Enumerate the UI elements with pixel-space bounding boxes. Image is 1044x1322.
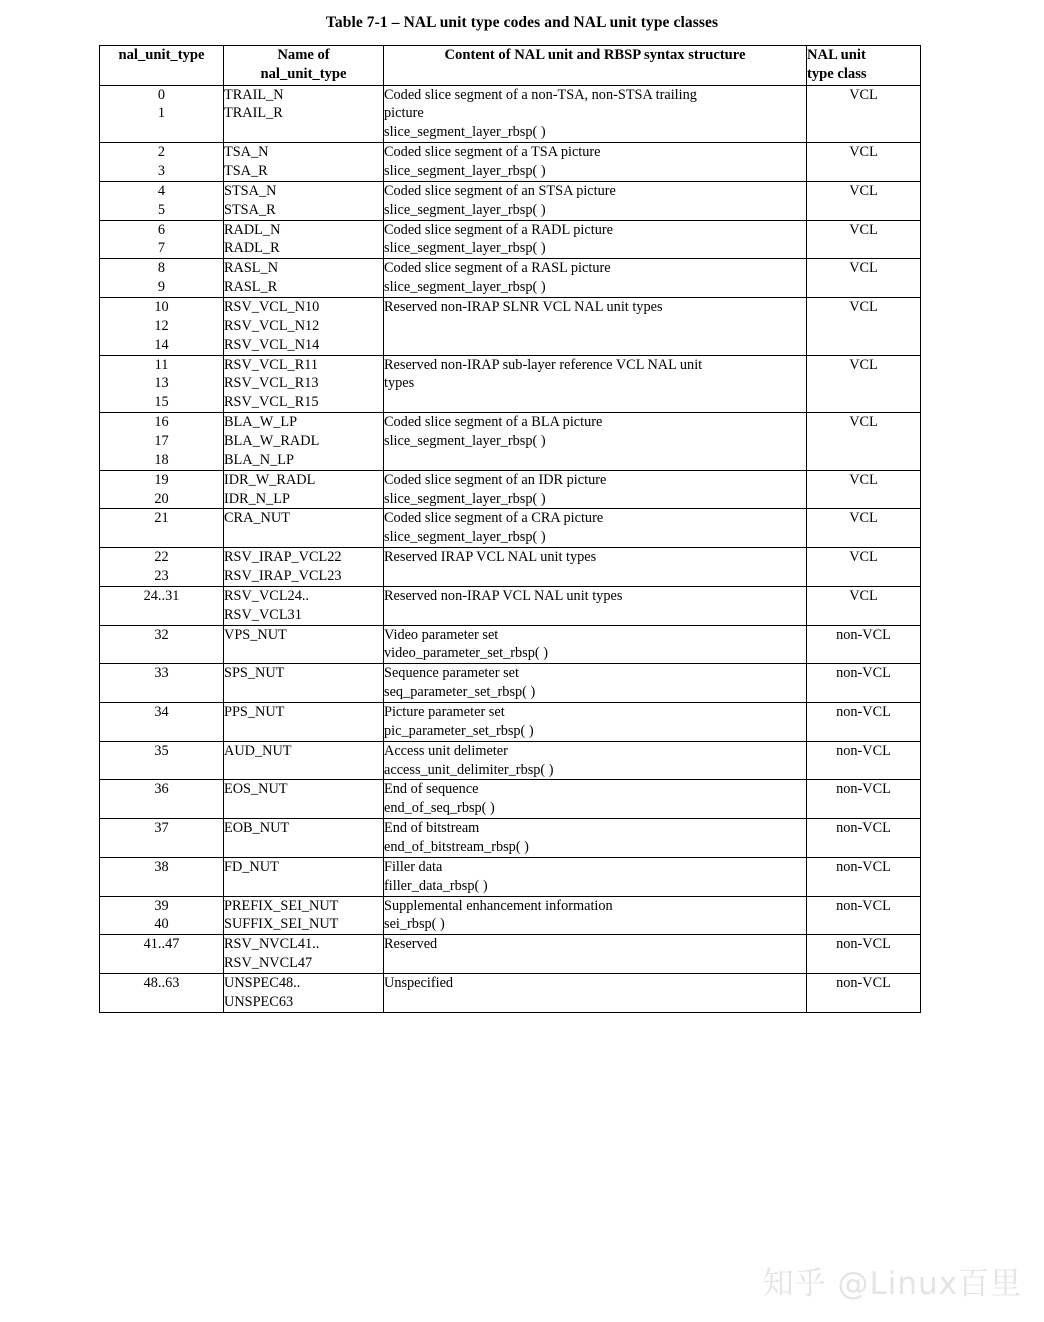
cell-nal-unit-type-line: 0 — [157, 86, 166, 103]
cell-nal-unit-type-name-line: UNSPEC63 — [224, 993, 294, 1010]
cell-content-line: End of sequence — [384, 781, 479, 798]
table-row — [100, 625, 921, 664]
table-row — [100, 220, 921, 259]
cell-nal-unit-type — [100, 143, 224, 182]
cell-nal-unit-type — [100, 220, 224, 259]
table-row — [100, 85, 921, 143]
cell-nal-unit-type-class: VCL — [807, 297, 921, 355]
cell-nal-unit-type-name-line: TSA_N — [224, 144, 269, 161]
cell-nal-unit-type — [100, 509, 224, 548]
cell-nal-unit-type-line: 41..47 — [143, 936, 180, 953]
cell-content — [384, 85, 807, 143]
cell-content-line: Unspecified — [384, 975, 454, 992]
cell-content-line: Picture parameter set — [384, 704, 505, 720]
cell-content-line: picture — [384, 105, 424, 122]
cell-nal-unit-type-name-line: BLA_W_RADL — [224, 432, 320, 449]
cell-nal-unit-type-name — [224, 259, 384, 298]
cell-content-line: Reserved non-IRAP SLNR VCL NAL unit types — [384, 298, 663, 315]
cell-nal-unit-type-line: 16 — [154, 414, 169, 431]
cell-nal-unit-type-class: VCL — [807, 143, 921, 182]
cell-nal-unit-type-name-line: TRAIL_R — [224, 105, 283, 122]
table-row — [100, 181, 921, 220]
cell-content-line: slice_segment_layer_rbsp( ) — [384, 279, 546, 296]
table-body — [100, 85, 921, 1012]
cell-nal-unit-type-class: VCL — [807, 509, 921, 548]
cell-nal-unit-type-line: 5 — [157, 201, 166, 218]
table-row — [100, 297, 921, 355]
cell-nal-unit-type-name-line: RSV_NVCL47 — [224, 955, 313, 972]
cell-content-line: Video parameter set — [384, 626, 499, 643]
cell-content-line: Coded slice segment of a CRA picture — [384, 510, 604, 527]
cell-nal-unit-type-line: 19 — [154, 471, 169, 488]
cell-content — [384, 143, 807, 182]
cell-nal-unit-type-class: non-VCL — [807, 857, 921, 896]
cell-content — [384, 664, 807, 703]
cell-nal-unit-type-name-line: BLA_N_LP — [224, 451, 294, 468]
table-row — [100, 935, 921, 974]
cell-nal-unit-type-name-line: RSV_NVCL41.. — [224, 936, 320, 953]
cell-nal-unit-type-line: 12 — [154, 317, 169, 334]
cell-content-line: Reserved — [384, 936, 438, 953]
cell-nal-unit-type-line: 21 — [154, 510, 169, 527]
cell-nal-unit-type — [100, 85, 224, 143]
table-row — [100, 548, 921, 587]
cell-nal-unit-type-name-line: RASL_R — [224, 279, 278, 296]
cell-content — [384, 974, 807, 1013]
cell-nal-unit-type-name — [224, 819, 384, 858]
cell-nal-unit-type — [100, 703, 224, 742]
cell-nal-unit-type-name — [224, 703, 384, 742]
cell-content — [384, 935, 807, 974]
cell-nal-unit-type-class: non-VCL — [807, 741, 921, 780]
cell-nal-unit-type — [100, 664, 224, 703]
cell-nal-unit-type-name-line: IDR_W_RADL — [224, 471, 316, 488]
cell-nal-unit-type-name-line: STSA_R — [224, 201, 276, 218]
cell-nal-unit-type — [100, 935, 224, 974]
cell-content-line: slice_segment_layer_rbsp( ) — [384, 240, 546, 257]
table-row — [100, 259, 921, 298]
cell-nal-unit-type-name — [224, 85, 384, 143]
cell-nal-unit-type-line: 23 — [154, 567, 169, 584]
cell-nal-unit-type-line: 32 — [154, 626, 169, 643]
table-header-row — [100, 46, 921, 86]
column-header-content: Content of NAL unit and RBSP syntax structure — [384, 46, 807, 86]
cell-nal-unit-type-line: 18 — [154, 451, 169, 468]
cell-nal-unit-type-class: VCL — [807, 586, 921, 625]
cell-content-line: end_of_bitstream_rbsp( ) — [384, 839, 529, 856]
cell-nal-unit-type-line: 48..63 — [143, 975, 180, 992]
cell-nal-unit-type-class: VCL — [807, 470, 921, 509]
watermark: 知乎 @Linux百里 — [762, 1266, 1022, 1302]
column-header-name-line-2: nal_unit_type — [260, 66, 347, 83]
cell-nal-unit-type-class: VCL — [807, 85, 921, 143]
table-row — [100, 509, 921, 548]
cell-content-line: slice_segment_layer_rbsp( ) — [384, 201, 546, 218]
cell-nal-unit-type-name — [224, 509, 384, 548]
cell-nal-unit-type-line: 33 — [154, 665, 169, 682]
column-header-class-line-1: NAL unit — [807, 47, 866, 63]
cell-nal-unit-type-line: 38 — [154, 858, 169, 875]
cell-nal-unit-type-name — [224, 220, 384, 259]
cell-nal-unit-type-name — [224, 297, 384, 355]
cell-nal-unit-type-name-line: STSA_N — [224, 182, 277, 199]
cell-content-line: Access unit delimeter — [384, 742, 508, 759]
cell-nal-unit-type-line: 36 — [154, 781, 169, 798]
cell-nal-unit-type-line: 37 — [154, 820, 169, 837]
cell-content — [384, 625, 807, 664]
cell-nal-unit-type-name — [224, 896, 384, 935]
cell-nal-unit-type-name-line: SPS_NUT — [224, 665, 285, 682]
cell-nal-unit-type-line: 20 — [154, 490, 169, 507]
cell-nal-unit-type-name-line: RADL_N — [224, 221, 281, 238]
table-row — [100, 819, 921, 858]
cell-nal-unit-type-line: 7 — [157, 240, 166, 257]
cell-content-line: Reserved non-IRAP VCL NAL unit types — [384, 587, 623, 604]
cell-content-line: End of bitstream — [384, 820, 480, 837]
cell-nal-unit-type-line: 17 — [154, 432, 169, 449]
cell-nal-unit-type-name-line: RSV_IRAP_VCL22 — [224, 549, 342, 566]
cell-nal-unit-type-name-line: RADL_R — [224, 240, 280, 257]
table-row — [100, 780, 921, 819]
cell-content-line: access_unit_delimiter_rbsp( ) — [384, 761, 554, 778]
cell-content — [384, 819, 807, 858]
cell-nal-unit-type-class: non-VCL — [807, 974, 921, 1013]
cell-content — [384, 509, 807, 548]
cell-content — [384, 297, 807, 355]
cell-nal-unit-type-name-line: EOS_NUT — [224, 781, 288, 798]
cell-content-line: Reserved IRAP VCL NAL unit types — [384, 549, 597, 566]
table-row — [100, 470, 921, 509]
cell-content — [384, 413, 807, 471]
cell-content-line: Coded slice segment of an IDR picture — [384, 471, 607, 488]
cell-content — [384, 181, 807, 220]
cell-nal-unit-type-name — [224, 586, 384, 625]
table-row — [100, 143, 921, 182]
cell-content — [384, 355, 807, 413]
cell-nal-unit-type-name — [224, 470, 384, 509]
cell-nal-unit-type-name — [224, 548, 384, 587]
cell-content-line: pic_parameter_set_rbsp( ) — [384, 722, 534, 739]
cell-content-line: Coded slice segment of an STSA picture — [384, 182, 616, 199]
table-caption: Table 7-1 – NAL unit type codes and NAL unit type classes — [325, 14, 719, 31]
cell-nal-unit-type-name-line: IDR_N_LP — [224, 490, 290, 507]
cell-nal-unit-type-class: non-VCL — [807, 896, 921, 935]
cell-content-line: Supplemental enhancement information — [384, 897, 613, 914]
cell-nal-unit-type-name-line: TSA_R — [224, 162, 268, 179]
cell-nal-unit-type-class: non-VCL — [807, 935, 921, 974]
cell-nal-unit-type-line: 13 — [154, 375, 169, 392]
table-row — [100, 741, 921, 780]
cell-content — [384, 220, 807, 259]
cell-nal-unit-type-name — [224, 857, 384, 896]
cell-nal-unit-type-class: VCL — [807, 355, 921, 413]
cell-nal-unit-type-name — [224, 625, 384, 664]
cell-nal-unit-type-name-line: RSV_VCL_N10 — [224, 298, 320, 315]
cell-nal-unit-type-name — [224, 741, 384, 780]
cell-content — [384, 586, 807, 625]
cell-nal-unit-type-line: 35 — [154, 742, 169, 759]
cell-nal-unit-type-name-line: PREFIX_SEI_NUT — [224, 897, 339, 914]
cell-nal-unit-type-name — [224, 181, 384, 220]
table-row — [100, 586, 921, 625]
cell-nal-unit-type-name — [224, 355, 384, 413]
cell-nal-unit-type-name-line: RSV_VCL_N12 — [224, 317, 320, 334]
cell-nal-unit-type-name-line: BLA_W_LP — [224, 414, 298, 431]
cell-content — [384, 780, 807, 819]
cell-nal-unit-type-class: VCL — [807, 259, 921, 298]
cell-content-line: Coded slice segment of a TSA picture — [384, 144, 601, 161]
cell-nal-unit-type-line: 1 — [157, 105, 166, 122]
cell-nal-unit-type — [100, 586, 224, 625]
cell-nal-unit-type-line: 2 — [157, 144, 166, 161]
cell-nal-unit-type-name-line: CRA_NUT — [224, 510, 290, 527]
cell-content-line: slice_segment_layer_rbsp( ) — [384, 529, 546, 546]
cell-nal-unit-type-line: 9 — [157, 279, 166, 296]
cell-nal-unit-type-name-line: EOB_NUT — [224, 820, 290, 837]
column-header-nal-unit-type-class — [807, 46, 921, 86]
table-row — [100, 857, 921, 896]
cell-nal-unit-type-line: 34 — [154, 704, 169, 720]
cell-nal-unit-type-name-line: RSV_VCL24.. — [224, 587, 309, 604]
cell-nal-unit-type-line: 39 — [154, 897, 169, 914]
cell-nal-unit-type-class: VCL — [807, 181, 921, 220]
cell-nal-unit-type-name — [224, 413, 384, 471]
cell-nal-unit-type-name — [224, 143, 384, 182]
cell-content-line: slice_segment_layer_rbsp( ) — [384, 490, 546, 507]
cell-nal-unit-type — [100, 625, 224, 664]
cell-nal-unit-type — [100, 470, 224, 509]
cell-nal-unit-type-class: VCL — [807, 220, 921, 259]
nal-unit-type-table — [99, 45, 921, 1013]
cell-nal-unit-type-line: 24..31 — [143, 587, 180, 604]
cell-nal-unit-type-line: 3 — [157, 162, 166, 179]
cell-content — [384, 741, 807, 780]
cell-nal-unit-type — [100, 297, 224, 355]
cell-nal-unit-type-class: non-VCL — [807, 780, 921, 819]
cell-content-line: slice_segment_layer_rbsp( ) — [384, 162, 546, 179]
cell-nal-unit-type-class: non-VCL — [807, 819, 921, 858]
cell-content-line: video_parameter_set_rbsp( ) — [384, 645, 548, 662]
column-header-name-of-nal-unit-type — [224, 46, 384, 86]
cell-content — [384, 703, 807, 742]
table-row — [100, 664, 921, 703]
cell-nal-unit-type-line: 11 — [154, 356, 169, 373]
cell-content-line: slice_segment_layer_rbsp( ) — [384, 432, 546, 449]
cell-content — [384, 259, 807, 298]
cell-nal-unit-type-name-line: UNSPEC48.. — [224, 975, 301, 992]
table-row — [100, 974, 921, 1013]
cell-nal-unit-type — [100, 259, 224, 298]
cell-nal-unit-type-name-line: RSV_VCL_R13 — [224, 375, 319, 392]
cell-nal-unit-type-name — [224, 780, 384, 819]
cell-content — [384, 548, 807, 587]
cell-content-line: Sequence parameter set — [384, 665, 519, 682]
cell-content-line: Coded slice segment of a RASL picture — [384, 260, 611, 277]
cell-nal-unit-type-name-line: RSV_VCL31 — [224, 606, 302, 623]
cell-nal-unit-type-name-line: SUFFIX_SEI_NUT — [224, 916, 339, 933]
cell-nal-unit-type — [100, 819, 224, 858]
cell-nal-unit-type-line: 8 — [157, 260, 166, 277]
column-header-class-line-2: type class — [807, 66, 867, 83]
cell-nal-unit-type-line: 15 — [154, 394, 169, 411]
table-row — [100, 413, 921, 471]
cell-nal-unit-type-name-line: AUD_NUT — [224, 742, 292, 759]
cell-nal-unit-type-line: 6 — [157, 221, 166, 238]
cell-content-line: types — [384, 375, 415, 392]
cell-nal-unit-type-class: non-VCL — [807, 625, 921, 664]
cell-content — [384, 857, 807, 896]
cell-nal-unit-type-line: 4 — [157, 182, 166, 199]
cell-content-line: Coded slice segment of a RADL picture — [384, 221, 613, 238]
cell-nal-unit-type — [100, 413, 224, 471]
cell-nal-unit-type-line: 14 — [154, 336, 169, 353]
cell-nal-unit-type — [100, 181, 224, 220]
cell-content-line: Reserved non-IRAP sub-layer reference VCL NAL unit — [384, 356, 703, 373]
cell-nal-unit-type-class: non-VCL — [807, 664, 921, 703]
cell-nal-unit-type — [100, 548, 224, 587]
cell-nal-unit-type-name-line: FD_NUT — [224, 858, 279, 875]
cell-nal-unit-type-class: non-VCL — [807, 703, 921, 742]
cell-nal-unit-type-line: 22 — [154, 549, 169, 566]
cell-nal-unit-type-name — [224, 664, 384, 703]
cell-nal-unit-type — [100, 974, 224, 1013]
cell-content-line: seq_parameter_set_rbsp( ) — [384, 684, 536, 701]
cell-content-line: end_of_seq_rbsp( ) — [384, 800, 495, 817]
cell-nal-unit-type-name-line: TRAIL_N — [224, 86, 284, 103]
cell-nal-unit-type — [100, 741, 224, 780]
table-row — [100, 355, 921, 413]
cell-nal-unit-type-line: 10 — [154, 298, 169, 315]
cell-nal-unit-type-name-line: RSV_VCL_R11 — [224, 356, 319, 373]
cell-content-line: Coded slice segment of a BLA picture — [384, 414, 603, 431]
cell-content-line: slice_segment_layer_rbsp( ) — [384, 124, 546, 141]
cell-content-line: Filler data — [384, 858, 443, 875]
table-row — [100, 896, 921, 935]
cell-nal-unit-type-name-line: VPS_NUT — [224, 626, 287, 643]
cell-nal-unit-type — [100, 896, 224, 935]
cell-nal-unit-type — [100, 355, 224, 413]
cell-nal-unit-type-class: VCL — [807, 413, 921, 471]
cell-nal-unit-type-name-line: RSV_VCL_R15 — [224, 394, 319, 411]
cell-nal-unit-type-name — [224, 974, 384, 1013]
cell-nal-unit-type-line: 40 — [154, 916, 169, 933]
cell-nal-unit-type-name-line: RSV_VCL_N14 — [224, 336, 320, 353]
table-row — [100, 703, 921, 742]
cell-content-line: filler_data_rbsp( ) — [384, 877, 488, 894]
cell-content — [384, 470, 807, 509]
table-header — [100, 46, 921, 86]
cell-nal-unit-type-class: VCL — [807, 548, 921, 587]
cell-content-line: Coded slice segment of a non-TSA, non-STSA trailing — [384, 86, 697, 103]
cell-content — [384, 896, 807, 935]
cell-nal-unit-type-name-line: RASL_N — [224, 260, 279, 277]
cell-nal-unit-type-name — [224, 935, 384, 974]
cell-nal-unit-type-name-line: RSV_IRAP_VCL23 — [224, 567, 342, 584]
cell-nal-unit-type — [100, 857, 224, 896]
cell-nal-unit-type-name-line: PPS_NUT — [224, 704, 285, 720]
cell-nal-unit-type — [100, 780, 224, 819]
column-header-name-line-1: Name of — [277, 47, 330, 63]
column-header-nal-unit-type: nal_unit_type — [100, 46, 224, 86]
cell-content-line: sei_rbsp( ) — [384, 916, 445, 933]
